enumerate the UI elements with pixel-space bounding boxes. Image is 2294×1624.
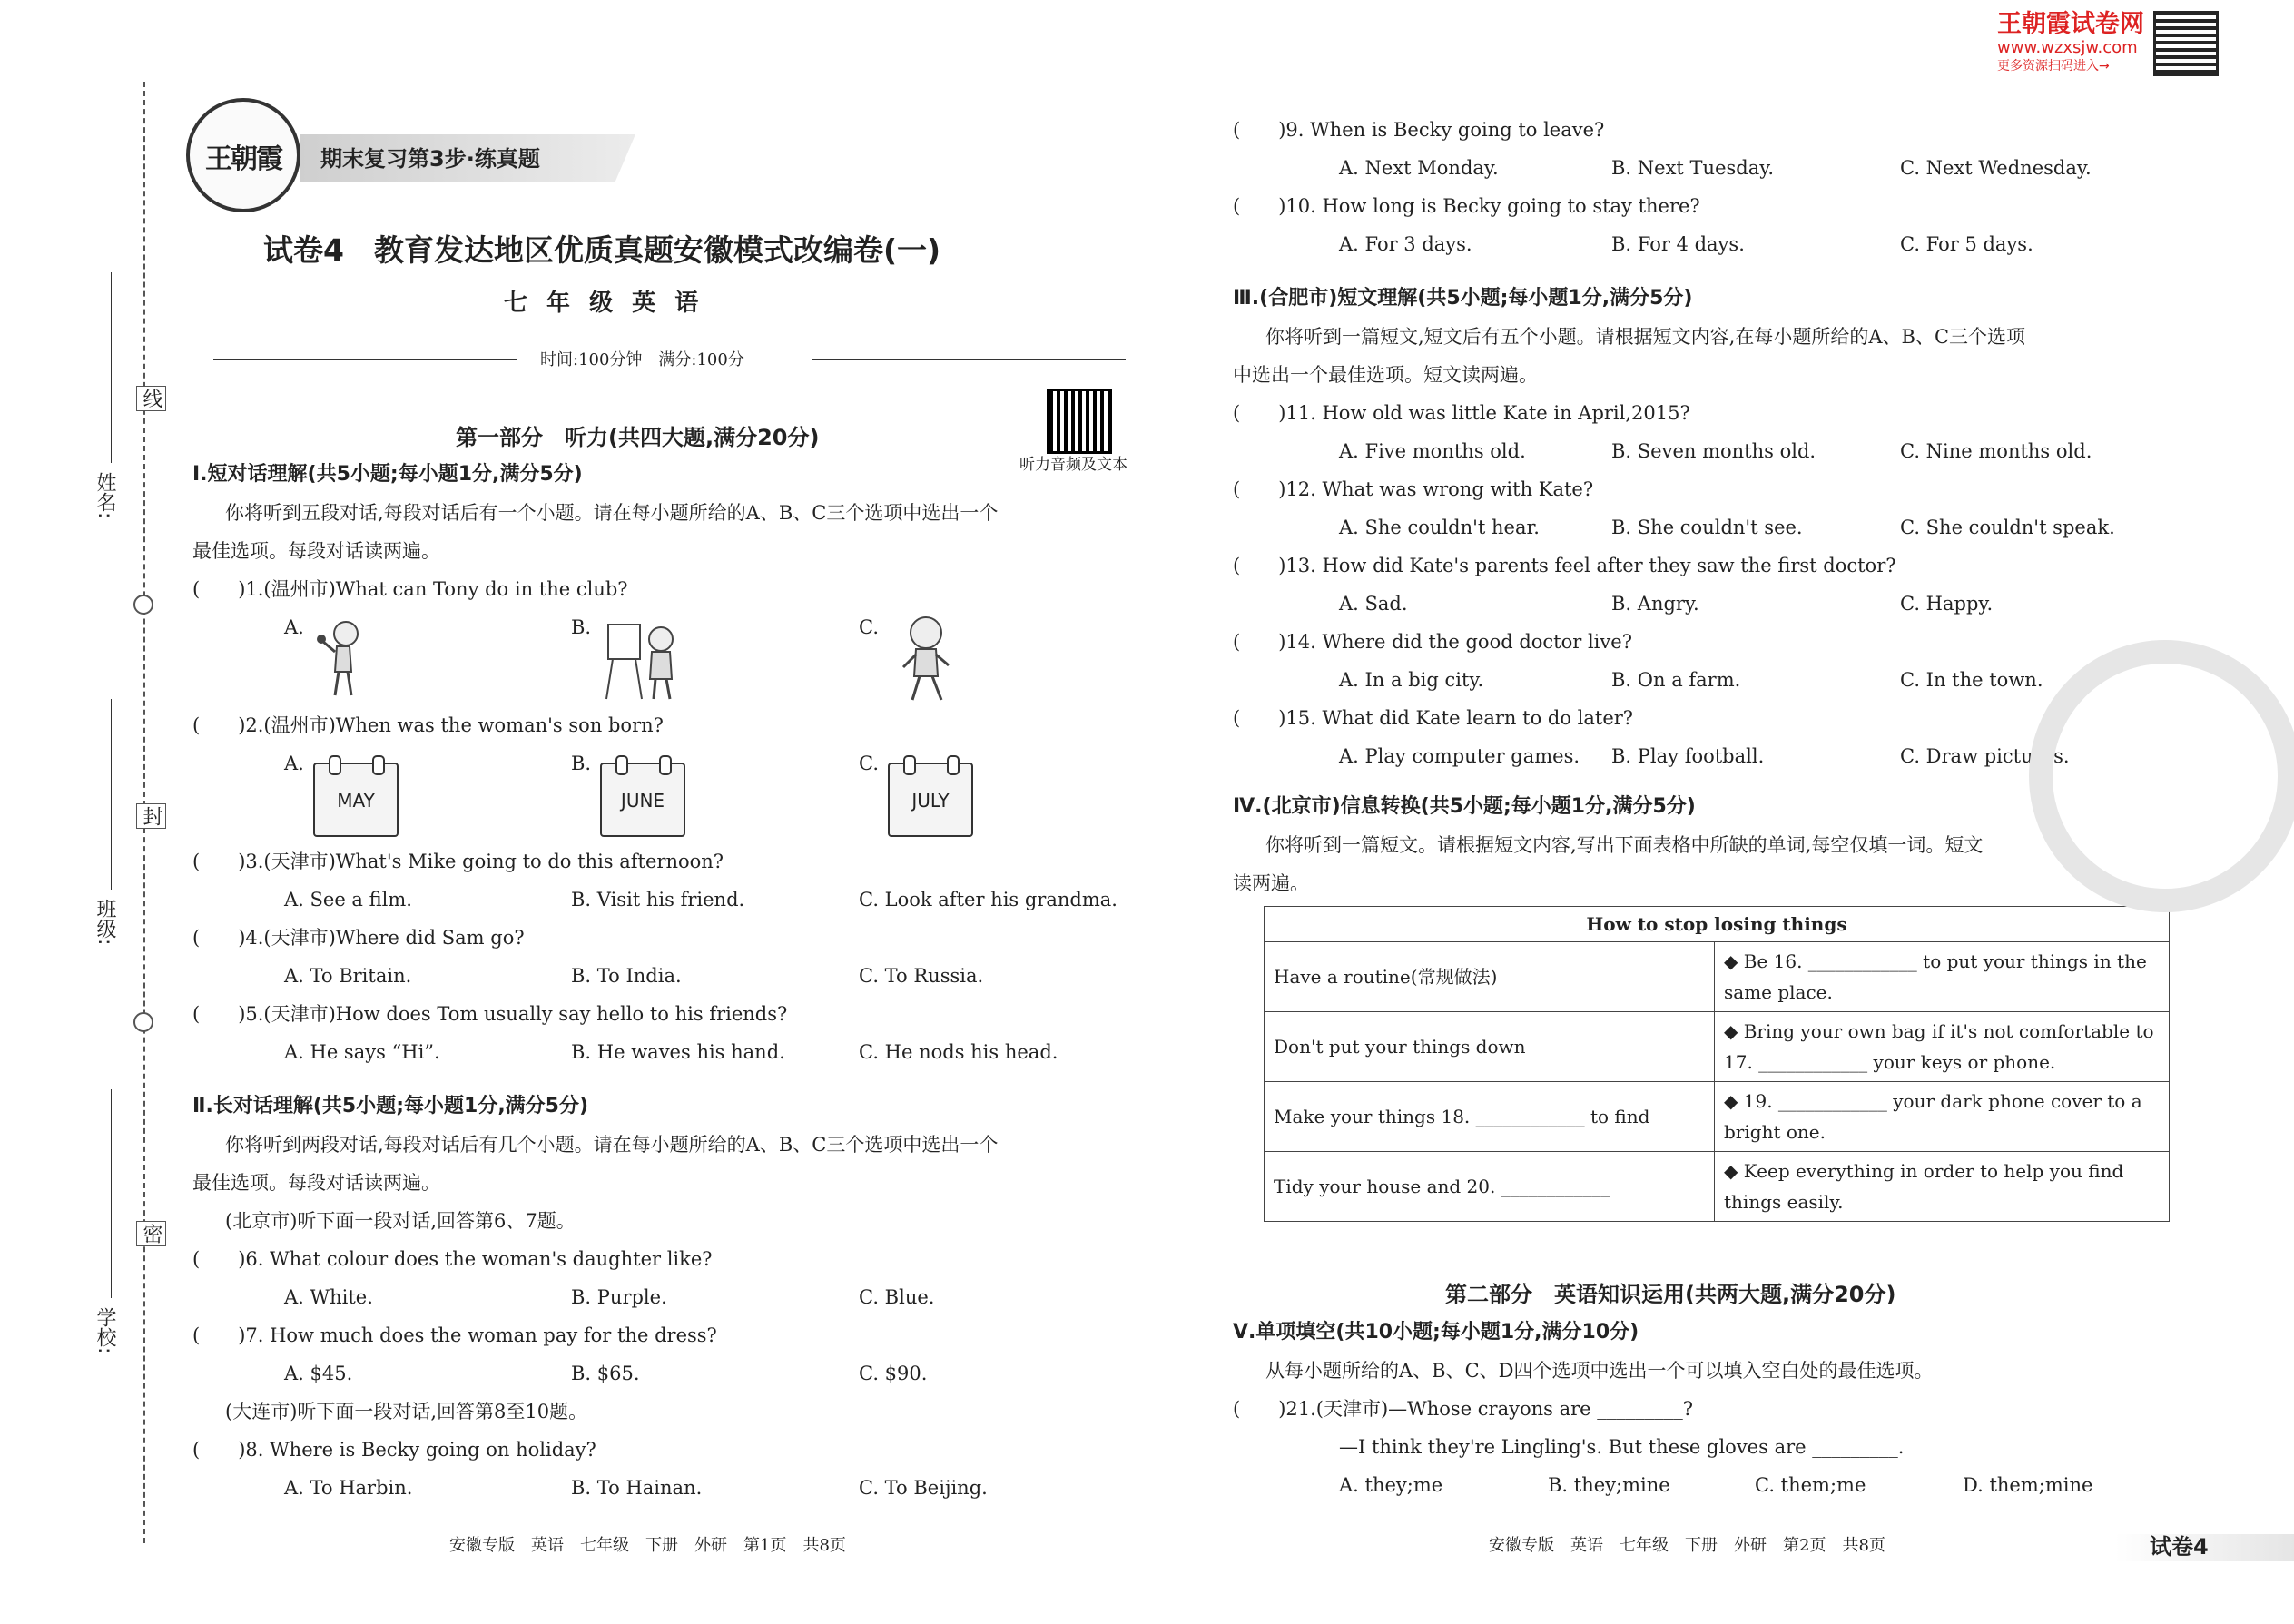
binding-dot-icon xyxy=(133,595,153,615)
instruction: 你将听到一篇短文,短文后有五个小题。请根据短文内容,在每小题所给的A、B、C三个选项 xyxy=(1265,326,2026,348)
name-blank xyxy=(111,272,112,463)
option: A. For 3 days. xyxy=(1339,233,1472,255)
cell-line: ◆ Keep everything in order to help you find xyxy=(1724,1160,2124,1182)
option: A. Five months old. xyxy=(1339,440,1526,462)
table-title: How to stop losing things xyxy=(1265,907,2170,942)
option: B. To India. xyxy=(571,965,682,987)
cell-line: bright one. xyxy=(1724,1121,1826,1143)
option: A. $45. xyxy=(284,1363,353,1384)
option: B. $65. xyxy=(571,1363,640,1384)
class-blank xyxy=(111,699,112,890)
table-cell xyxy=(1715,1082,2170,1152)
option-label: B. xyxy=(571,616,592,638)
section2-heading: Ⅱ.长对话理解(共5小题;每小题1分,满分5分) xyxy=(192,1095,589,1117)
option: C. Next Wednesday. xyxy=(1900,157,2092,179)
option: A. See a film. xyxy=(284,889,412,910)
calendar-month: JUNE xyxy=(620,790,665,812)
question-10: ( )10. How long is Becky going to stay there? xyxy=(1233,195,1700,217)
instruction: 从每小题所给的A、B、C、D四个选项中选出一个可以填入空白处的最佳选项。 xyxy=(1265,1360,1934,1382)
brand-logo xyxy=(186,98,300,212)
instruction: 你将听到五段对话,每段对话后有一个小题。请在每小题所给的A、B、C三个选项中选出一个 xyxy=(225,502,999,524)
site-note: 更多资源扫码进入→ xyxy=(1997,59,2110,74)
option: A. Next Monday. xyxy=(1339,157,1499,179)
option-label: A. xyxy=(284,616,304,638)
question-7: ( )7. How much does the woman pay for the dress? xyxy=(192,1324,717,1346)
table-cell xyxy=(1715,942,2170,1012)
calendar-july-image[interactable] xyxy=(888,763,973,837)
option: B. To Hainan. xyxy=(571,1477,703,1499)
option: B. Next Tuesday. xyxy=(1611,157,1774,179)
part1-heading: 第一部分 听力(共四大题,满分20分) xyxy=(456,425,820,450)
option: C. Happy. xyxy=(1900,593,1994,615)
table-row xyxy=(1265,942,2170,1012)
question-9: ( )9. When is Becky going to leave? xyxy=(1233,119,1605,141)
option: A. they;me xyxy=(1339,1474,1443,1496)
table-cell xyxy=(1715,1152,2170,1222)
option: A. White. xyxy=(284,1286,373,1308)
time-info: 时间:100分钟 满分:100分 xyxy=(540,350,744,369)
instruction: 读两遍。 xyxy=(1233,872,1309,894)
calendar-june-image[interactable] xyxy=(600,763,685,837)
boy-painting-image[interactable] xyxy=(599,615,685,702)
divider xyxy=(812,359,1126,360)
option: B. Visit his friend. xyxy=(571,889,745,910)
name-label: 姓名: xyxy=(94,472,116,519)
instruction: 你将听到一篇短文。请根据短文内容,写出下面表格中所缺的单词,每空仅填一词。短文 xyxy=(1265,834,1984,856)
instruction: 最佳选项。每段对话读两遍。 xyxy=(192,540,440,562)
option: C. She couldn't speak. xyxy=(1900,517,2115,538)
question-4: ( )4.(天津市)Where did Sam go? xyxy=(192,927,525,949)
qr-label: 听力音频及文本 xyxy=(1019,456,1127,474)
binding-mark-secret: 密 xyxy=(136,1221,166,1246)
table-cell xyxy=(1715,1012,2170,1082)
option: B. For 4 days. xyxy=(1611,233,1745,255)
site-qr-icon[interactable] xyxy=(2153,11,2219,76)
option: C. Nine months old. xyxy=(1900,440,2092,462)
question-5: ( )5.(天津市)How does Tom usually say hello to his friends? xyxy=(192,1003,788,1025)
cell-line: things easily. xyxy=(1724,1191,1844,1213)
option-label: C. xyxy=(859,753,879,774)
option: B. On a farm. xyxy=(1611,669,1741,691)
school-label: 学校: xyxy=(94,1307,116,1354)
question-13: ( )13. How did Kate's parents feel after they saw the first doctor? xyxy=(1233,555,1896,576)
option: A. In a big city. xyxy=(1339,669,1484,691)
subject-title: 七 年 级 英 语 xyxy=(504,290,704,317)
option: B. Seven months old. xyxy=(1611,440,1816,462)
cell-line: 17. ____________ your keys or phone. xyxy=(1724,1051,2056,1073)
table-cell: Tidy your house and 20. ____________ xyxy=(1265,1152,1715,1222)
option-label: A. xyxy=(284,753,304,774)
part2-heading: 第二部分 英语知识运用(共两大题,满分20分) xyxy=(1445,1282,1896,1307)
table-row xyxy=(1265,1012,2170,1082)
binding-dot-icon xyxy=(133,1012,153,1032)
table-row xyxy=(1265,1152,2170,1222)
school-blank xyxy=(111,1089,112,1298)
instruction: 中选出一个最佳选项。短文读两遍。 xyxy=(1233,364,1538,386)
option: C. He nods his head. xyxy=(859,1041,1058,1063)
option-label: B. xyxy=(571,753,592,774)
instruction: 最佳选项。每段对话读两遍。 xyxy=(192,1172,440,1194)
question-15: ( )15. What did Kate learn to do later? xyxy=(1233,707,1634,729)
option: A. She couldn't hear. xyxy=(1339,517,1540,538)
cell-line: ◆ 19. ____________ your dark phone cover to a xyxy=(1724,1090,2142,1112)
info-table xyxy=(1264,906,2170,1222)
option: A. To Harbin. xyxy=(284,1477,413,1499)
table-cell: Make your things 18. ____________ to find xyxy=(1265,1082,1715,1152)
question-14: ( )14. Where did the good doctor live? xyxy=(1233,631,1632,653)
question-21-line2: —I think they're Lingling's. But these gloves are _________. xyxy=(1339,1436,1905,1458)
question-8: ( )8. Where is Becky going on holiday? xyxy=(192,1439,596,1461)
binding-mark-line: 线 xyxy=(136,386,166,411)
section3-heading: Ⅲ.(合肥市)短文理解(共5小题;每小题1分,满分5分) xyxy=(1233,287,1693,310)
option: C. In the town. xyxy=(1900,669,2043,691)
option: A. Sad. xyxy=(1339,593,1408,615)
class-label: 班级: xyxy=(94,899,116,946)
option: D. them;mine xyxy=(1963,1474,2093,1496)
option: C. Draw pictures. xyxy=(1900,745,2070,767)
cell-line: same place. xyxy=(1724,981,1833,1003)
note: (大连市)听下面一段对话,回答第8至10题。 xyxy=(225,1401,588,1422)
option: A. To Britain. xyxy=(284,965,412,987)
paper-tag: 试卷4 xyxy=(2150,1534,2209,1560)
question-11: ( )11. How old was little Kate in April,2015? xyxy=(1233,402,1690,424)
question-12: ( )12. What was wrong with Kate? xyxy=(1233,478,1594,500)
calendar-month: MAY xyxy=(337,790,375,812)
brand-logo-text: 王朝霞 xyxy=(205,143,281,175)
cell-line: ◆ Bring your own bag if it's not comfortable to xyxy=(1724,1020,2154,1042)
page-footer: 安徽专版 英语 七年级 下册 外研 第2页 共8页 xyxy=(1489,1536,1885,1555)
calendar-month: JULY xyxy=(911,790,950,812)
option: B. Angry. xyxy=(1611,593,1699,615)
section1-heading: Ⅰ.短对话理解(共5小题;每小题1分,满分5分) xyxy=(192,463,583,486)
option: B. they;mine xyxy=(1548,1474,1670,1496)
option: C. To Beijing. xyxy=(859,1477,988,1499)
option: C. them;me xyxy=(1755,1474,1866,1496)
page-footer: 安徽专版 英语 七年级 下册 外研 第1页 共8页 xyxy=(449,1536,846,1555)
question-1: ( )1.(温州市)What can Tony do in the club? xyxy=(192,578,628,600)
calendar-may-image[interactable] xyxy=(313,763,399,837)
option: C. $90. xyxy=(859,1363,928,1384)
listening-qr-icon[interactable] xyxy=(1047,389,1112,454)
option-label: C. xyxy=(859,616,879,638)
question-6: ( )6. What colour does the woman's daughter like? xyxy=(192,1248,713,1270)
option: B. Play football. xyxy=(1611,745,1765,767)
option: B. Purple. xyxy=(571,1286,667,1308)
boy-singing-image[interactable] xyxy=(313,617,368,699)
option: C. For 5 days. xyxy=(1900,233,2033,255)
option: B. She couldn't see. xyxy=(1611,517,1803,538)
page-title: 试卷4 教育发达地区优质真题安徽模式改编卷(一) xyxy=(263,232,941,268)
note: (北京市)听下面一段对话,回答第6、7题。 xyxy=(225,1210,576,1232)
instruction: 你将听到两段对话,每段对话后有几个小题。请在每小题所给的A、B、C三个选项中选出一个 xyxy=(225,1134,999,1156)
site-name: 王朝霞试卷网 xyxy=(1997,10,2144,38)
table-row xyxy=(1265,1082,2170,1152)
binding-mark-seal: 封 xyxy=(136,803,166,829)
option: C. To Russia. xyxy=(859,965,984,987)
boy-walking-image[interactable] xyxy=(885,613,962,704)
step-banner-text: 期末复习第3步·练真题 xyxy=(320,146,540,172)
site-url[interactable]: www.wzxsjw.com xyxy=(1997,38,2138,57)
option: C. Blue. xyxy=(859,1286,935,1308)
section4-heading: Ⅳ.(北京市)信息转换(共5小题;每小题1分,满分5分) xyxy=(1233,795,1696,818)
divider xyxy=(213,359,517,360)
option: A. Play computer games. xyxy=(1339,745,1580,767)
question-21: ( )21.(天津市)—Whose crayons are _________? xyxy=(1233,1398,1694,1420)
section5-heading: Ⅴ.单项填空(共10小题;每小题1分,满分10分) xyxy=(1233,1321,1639,1343)
seal-watermark-icon xyxy=(2029,640,2294,912)
question-2: ( )2.(温州市)When was the woman's son born? xyxy=(192,714,664,736)
option: A. He says “Hi”. xyxy=(284,1041,440,1063)
cell-line: ◆ Be 16. ____________ to put your things in the xyxy=(1724,950,2147,972)
option: C. Look after his grandma. xyxy=(859,889,1117,910)
option: B. He waves his hand. xyxy=(571,1041,785,1063)
question-3: ( )3.(天津市)What's Mike going to do this afternoon? xyxy=(192,851,724,872)
table-cell: Don't put your things down xyxy=(1265,1012,1715,1082)
table-cell: Have a routine(常规做法) xyxy=(1265,942,1715,1012)
